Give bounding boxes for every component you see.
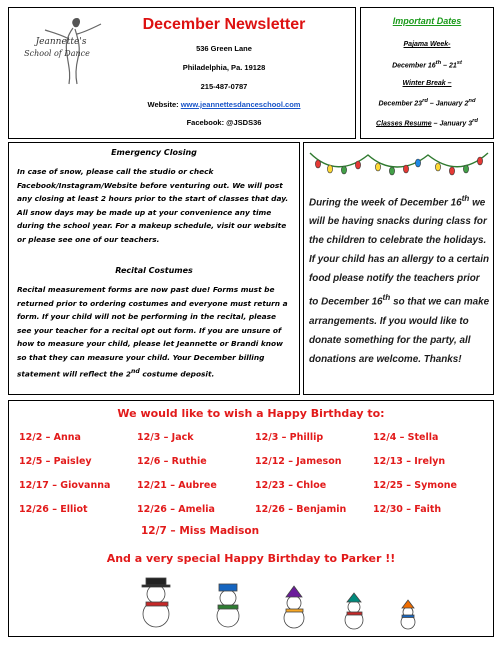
birthday-entry: 12/6 – Ruthie xyxy=(137,456,207,467)
pajama-dates: December 16th – 21st xyxy=(392,60,462,70)
resume-dates: Classes Resume – January 3rd xyxy=(376,118,478,128)
birthday-entry: 12/26 – Benjamin xyxy=(255,504,347,515)
birthday-entry: 12/4 – Stella xyxy=(373,432,439,443)
pajama-label: Pajama Week- xyxy=(403,41,451,48)
birthday-entry: 12/13 – Irelyn xyxy=(373,456,446,467)
break-dates: December 23rd – January 2nd xyxy=(378,98,476,108)
costume-text: Recital measurement forms are now past due! Forms must be returned prior to ordering costumes and everyone must return a form. If your child will not be performing in the recital, please see your teacher for a recital opt out form. If you are unsure of how to measure your child, please let Jeannette or Brandi know so that they can measure your child. Your December billing statement will reflect the 2nd costume deposit. xyxy=(17,285,288,379)
website-line xyxy=(109,100,339,109)
city: Philadelphia, Pa. 19128 xyxy=(182,63,266,72)
birthday-entry: 12/2 – Anna xyxy=(19,432,81,443)
newsletter-title: December Newsletter xyxy=(142,16,306,33)
costume-heading: Recital Costumes xyxy=(115,266,193,275)
website-label: Website: xyxy=(147,100,181,109)
birthday-entry: 12/21 – Aubree xyxy=(137,480,217,491)
website-link[interactable]: www.jeannettesdanceschool.com xyxy=(180,100,301,109)
birthday-entry: 12/3 – Jack xyxy=(137,432,194,443)
birthday-entry: 12/12 – Jameson xyxy=(255,456,342,467)
notices-box xyxy=(8,142,300,395)
header-box xyxy=(8,7,356,139)
birthday-entry: 12/17 – Giovanna xyxy=(19,480,111,491)
birthday-special: And a very special Happy Birthday to Parker !! xyxy=(106,552,396,565)
christmas-lights-icon xyxy=(308,147,490,177)
birthday-madison: 12/7 – Miss Madison xyxy=(141,525,260,537)
logo-text-2: School of Dance xyxy=(24,49,90,58)
birthday-entry: 12/25 – Symone xyxy=(373,480,457,491)
snowmen-icon xyxy=(128,576,458,631)
birthday-entry: 12/3 – Phillip xyxy=(255,432,324,443)
phone: 215-487-0787 xyxy=(200,82,248,91)
emergency-heading: Emergency Closing xyxy=(111,148,197,157)
birthday-entry: 12/26 – Elliot xyxy=(19,504,88,515)
birthday-entry: 12/30 – Faith xyxy=(373,504,442,515)
birthday-entry: 12/5 – Paisley xyxy=(19,456,92,467)
important-dates-box xyxy=(360,7,494,139)
snacks-box xyxy=(303,142,494,395)
dates-title: Important Dates xyxy=(392,16,462,26)
dancer-logo xyxy=(15,14,107,86)
break-label: Winter Break – xyxy=(402,80,452,87)
birthday-box xyxy=(8,400,494,637)
address: 536 Green Lane xyxy=(196,44,252,53)
birthday-entry: 12/23 – Chloe xyxy=(255,480,327,491)
facebook: Facebook: @JSDS36 xyxy=(186,118,262,127)
birthday-entry: 12/26 – Amelia xyxy=(137,504,215,515)
emergency-text: In case of snow, please call the studio or check Facebook/Instagram/Website before venturing out. We will post any closing at least 2 hours prior to the start of classes that day. All snow days may be made up at your convenience any time during the school year. For a makeup schedule, visit our website or please see one of our teachers. xyxy=(17,167,289,244)
snacks-text: During the week of December 16th we will be having snacks during class for the children to celebrate the holidays. If your child has an allergy to a certain food please notify the teachers prior to December 16th so that we can make arrangements. If you would like to donate something for the party, all donations are welcome. Thanks! xyxy=(309,194,490,365)
birthday-title: We would like to wish a Happy Birthday to: xyxy=(117,407,385,420)
logo-text-1: Jeannette's xyxy=(35,37,87,47)
